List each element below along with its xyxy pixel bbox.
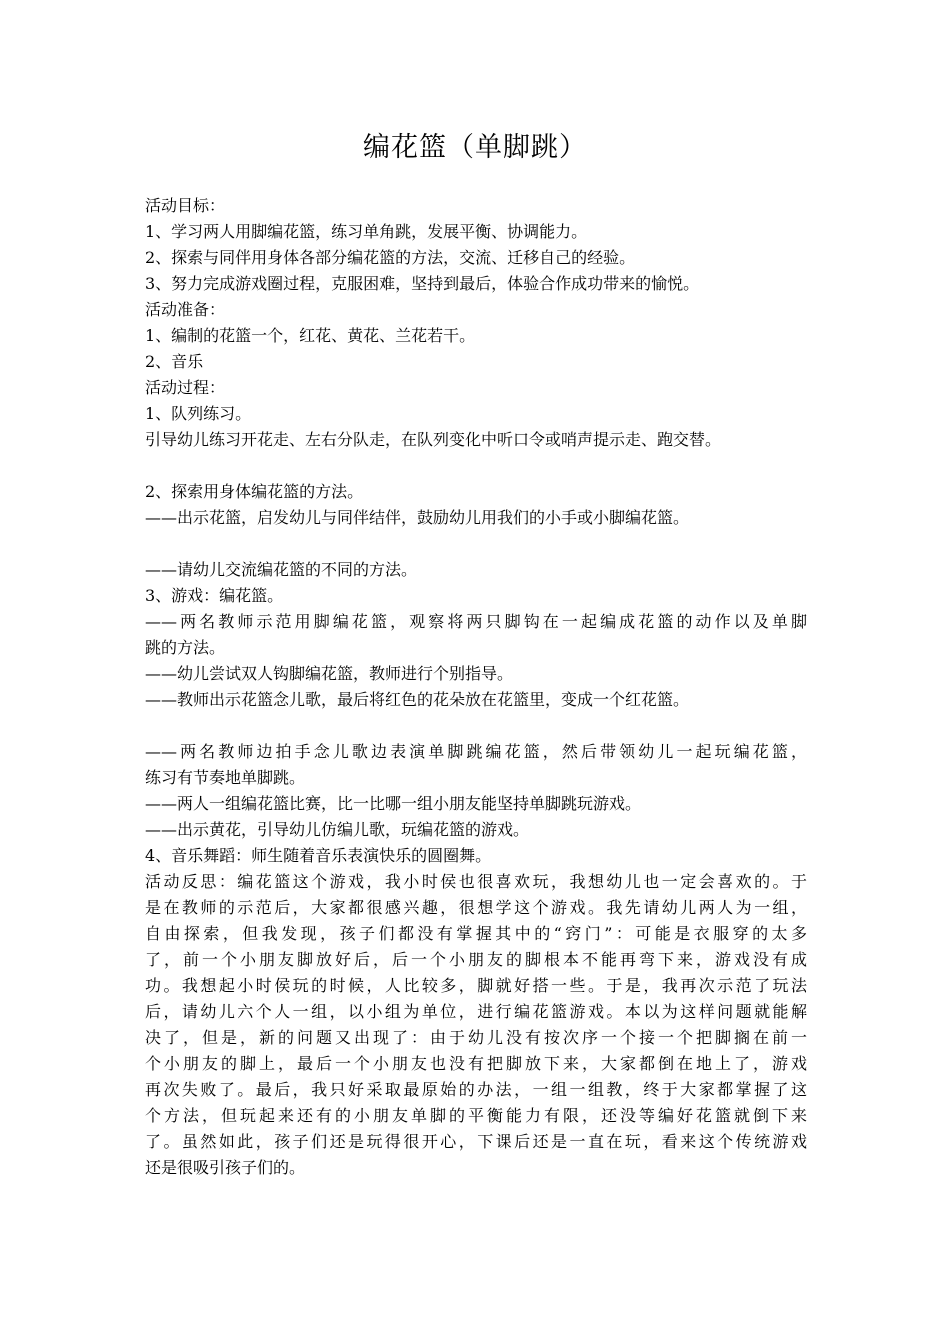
document-title: 编花篮（单脚跳）	[363, 132, 587, 163]
body-line: 2、探索与同伴用身体各部分编花篮的方法，交流、迁移自己的经验。	[145, 248, 636, 267]
body-line: ——出示花篮，启发幼儿与同伴结伴，鼓励幼儿用我们的小手或小脚编花篮。	[145, 508, 690, 527]
body-line: 1、编制的花篮一个，红花、黄花、兰花若干。	[145, 326, 476, 345]
body-line: 2、探索用身体编花篮的方法。	[145, 482, 364, 501]
body-line: 决了，但是，新的问题又出现了：由于幼儿没有按次序一个接一个把脚搁在前一	[145, 1028, 807, 1047]
body-line: 个方法，但玩起来还有的小朋友单脚的平衡能力有限，还没等编好花篮就倒下来	[145, 1106, 807, 1125]
body-line: 自由探索，但我发现，孩子们都没有掌握其中的“窍门”：可能是衣服穿的太多	[145, 924, 807, 943]
blank-line	[145, 713, 807, 739]
body-line: ——两名教师示范用脚编花篮，观察将两只脚钩在一起编成花篮的动作以及单脚	[145, 612, 807, 631]
body-line: ——请幼儿交流编花篮的不同的方法。	[145, 560, 418, 579]
body-line: 3、游戏：编花篮。	[145, 586, 284, 605]
body-line: 2、音乐	[145, 352, 204, 371]
body-line: 后，请幼儿六个人一组，以小组为单位，进行编花篮游戏。本以为这样问题就能解	[145, 1002, 807, 1021]
body-line: 引导幼儿练习开花走、左右分队走，在队列变化中听口令或哨声提示走、跑交替。	[145, 430, 722, 449]
body-line: 个小朋友的脚上，最后一个小朋友也没有把脚放下来，大家都倒在地上了，游戏	[145, 1054, 807, 1073]
body-line: 再次失败了。最后，我只好采取最原始的办法，一组一组教，终于大家都掌握了这	[145, 1080, 807, 1099]
body-line: 跳的方法。	[145, 638, 226, 657]
body-line: 活动反思：编花篮这个游戏，我小时侯也很喜欢玩，我想幼儿也一定会喜欢的。于	[145, 872, 807, 891]
body-line: 活动目标：	[145, 196, 226, 215]
body-line: ——两人一组编花篮比赛，比一比哪一组小朋友能坚持单脚跳玩游戏。	[145, 794, 642, 813]
body-line: 1、队列练习。	[145, 404, 252, 423]
body-line: 1、学习两人用脚编花篮，练习单角跳，发展平衡、协调能力。	[145, 222, 588, 241]
body-line: 练习有节奏地单脚跳。	[145, 768, 306, 787]
body-line: 功。我想起小时侯玩的时候，人比较多，脚就好搭一些。于是，我再次示范了玩法	[145, 976, 807, 995]
blank-line	[145, 531, 807, 557]
body-line: 还是很吸引孩子们的。	[145, 1158, 306, 1177]
body-line: 4、音乐舞蹈：师生随着音乐表演快乐的圆圈舞。	[145, 846, 492, 865]
body-line: ——出示黄花，引导幼儿仿编儿歌，玩编花篮的游戏。	[145, 820, 530, 839]
body-line: 3、努力完成游戏圈过程，克服困难，坚持到最后，体验合作成功带来的愉悦。	[145, 274, 700, 293]
body-line: 是在教师的示范后，大家都很感兴趣，很想学这个游戏。我先请幼儿两人为一组，	[145, 898, 807, 917]
body-line: 了。虽然如此，孩子们还是玩得很开心，下课后还是一直在玩，看来这个传统游戏	[145, 1132, 807, 1151]
document-body	[145, 193, 807, 1181]
body-line: ——教师出示花篮念儿歌，最后将红色的花朵放在花篮里，变成一个红花篮。	[145, 690, 690, 709]
body-line: ——幼儿尝试双人钩脚编花篮，教师进行个别指导。	[145, 664, 514, 683]
body-line: 活动过程：	[145, 378, 226, 397]
body-line: 活动准备：	[145, 300, 226, 319]
body-line: ——两名教师边拍手念儿歌边表演单脚跳编花篮，然后带领幼儿一起玩编花篮，	[145, 742, 807, 761]
blank-line	[145, 453, 807, 479]
body-line: 了，前一个小朋友脚放好后，后一个小朋友的脚根本不能再弯下来，游戏没有成	[145, 950, 807, 969]
